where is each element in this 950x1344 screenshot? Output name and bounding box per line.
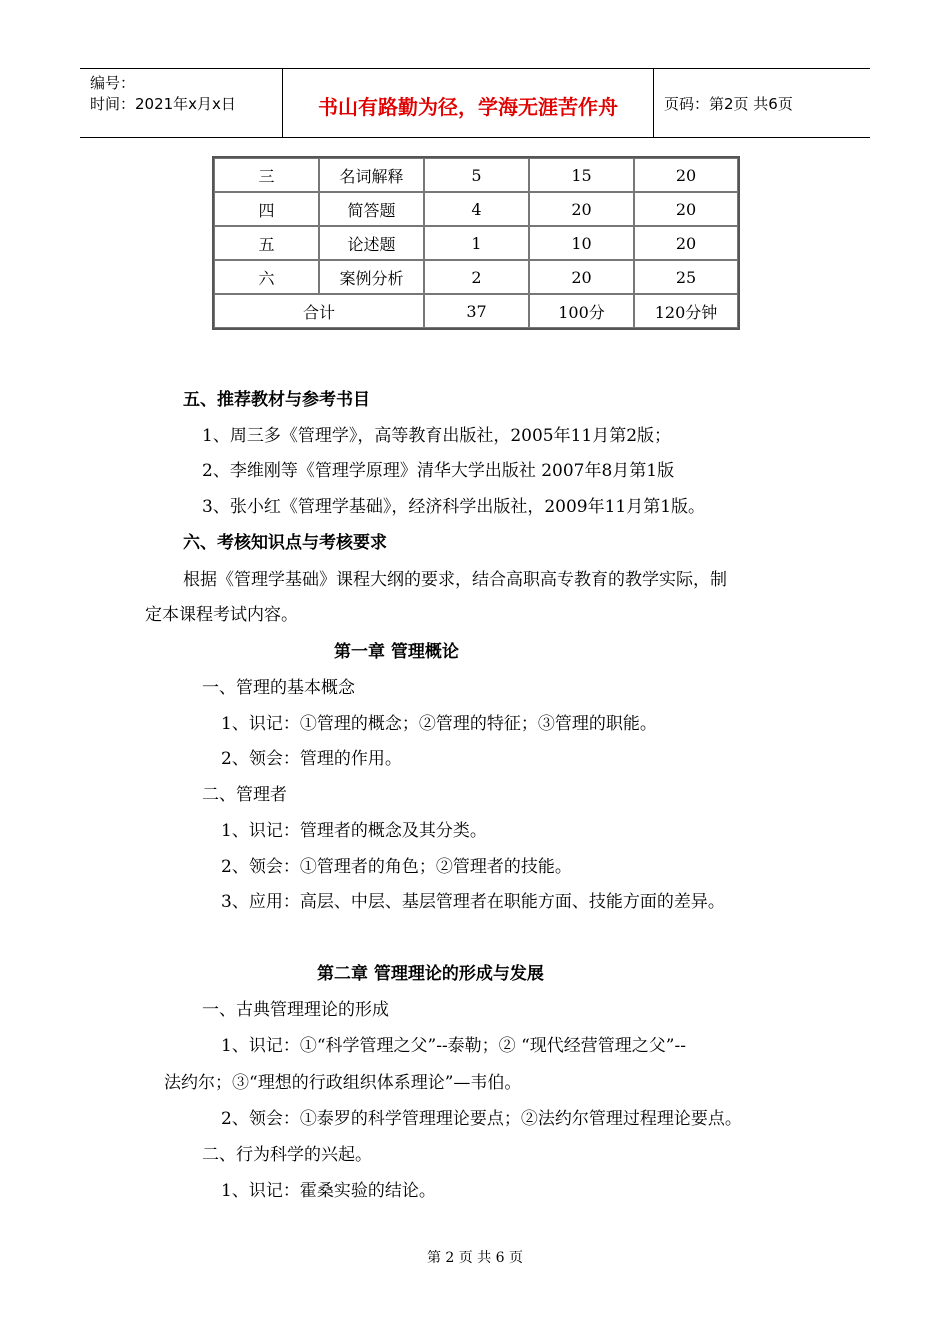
outline-line: 1、识记：管理者的概念及其分类。: [221, 821, 487, 841]
list-item: 1、周三多《管理学》，高等教育出版社，2005年11月第2版；: [202, 426, 672, 446]
exam-structure-table: [212, 156, 740, 330]
header-page-info: 页码：第2页 共6页: [664, 95, 793, 113]
table-cell: 简答题: [319, 192, 424, 226]
table-cell: 20: [634, 226, 738, 260]
outline-line: 2、领会：①泰罗的科学管理理论要点；②法约尔管理过程理论要点。: [221, 1109, 742, 1129]
table-cell: 100分: [529, 294, 634, 328]
outline-line: 法约尔；③“理想的行政组织体系理论”—韦伯。: [164, 1073, 522, 1093]
outline-line: 一、管理的基本概念: [202, 678, 355, 698]
paragraph-line: 定本课程考试内容。: [145, 605, 298, 625]
header-motto: 书山有路勤为径，学海无涯苦作舟: [318, 95, 618, 119]
table-cell: 37: [424, 294, 529, 328]
table-cell: 合计: [214, 294, 424, 328]
table-cell: 2: [424, 260, 529, 294]
outline-line: 2、领会：①管理者的角色；②管理者的技能。: [221, 857, 572, 877]
table-cell: 20: [634, 158, 738, 192]
table-cell: 五: [214, 226, 319, 260]
table-cell: 三: [214, 158, 319, 192]
chapter-title: 第二章 管理理论的形成与发展: [317, 964, 544, 984]
header-left: [90, 73, 236, 115]
table-cell: 4: [424, 192, 529, 226]
table-cell: 10: [529, 226, 634, 260]
list-item: 3、张小红《管理学基础》，经济科学出版社，2009年11月第1版。: [202, 497, 706, 517]
table-row: [214, 260, 738, 294]
table-cell: 120分钟: [634, 294, 738, 328]
table-row: [214, 158, 738, 192]
table-cell: 20: [634, 192, 738, 226]
outline-line: 二、管理者: [202, 785, 287, 805]
section-heading: 五、推荐教材与参考书目: [183, 390, 370, 410]
chapter-title: 第一章 管理概论: [334, 642, 459, 662]
outline-line: 1、识记：①“科学管理之父”--泰勒；② “现代经营管理之父”--: [221, 1036, 686, 1056]
table-total-row: [214, 294, 738, 328]
outline-line: 1、识记：霍桑实验的结论。: [221, 1181, 436, 1201]
header-divider: [653, 69, 654, 137]
table-cell: 20: [529, 260, 634, 294]
table-cell: 名词解释: [319, 158, 424, 192]
section-heading: 六、考核知识点与考核要求: [183, 533, 387, 553]
table-cell: 25: [634, 260, 738, 294]
outline-line: 2、领会：管理的作用。: [221, 749, 402, 769]
table-cell: 四: [214, 192, 319, 226]
page-footer: 第 2 页 共 6 页: [426, 1250, 524, 1266]
outline-line: 1、识记：①管理的概念；②管理的特征；③管理的职能。: [221, 714, 657, 734]
table-cell: 案例分析: [319, 260, 424, 294]
page-header: [80, 68, 870, 138]
outline-line: 一、古典管理理论的形成: [202, 1000, 389, 1020]
outline-line: 3、应用：高层、中层、基层管理者在职能方面、技能方面的差异。: [221, 892, 725, 912]
table-cell: 论述题: [319, 226, 424, 260]
table-cell: 1: [424, 226, 529, 260]
code-label: 编号：: [90, 74, 136, 92]
paragraph-line: 根据《管理学基础》课程大纲的要求，结合高职高专教育的教学实际，制: [183, 570, 727, 590]
table-cell: 15: [529, 158, 634, 192]
date-label: 时间：2021年x月x日: [90, 95, 236, 113]
table-row: [214, 192, 738, 226]
table-cell: 20: [529, 192, 634, 226]
table-row: [214, 226, 738, 260]
table-cell: 5: [424, 158, 529, 192]
list-item: 2、李维刚等《管理学原理》清华大学出版社 2007年8月第1版: [202, 461, 675, 481]
outline-line: 二、行为科学的兴起。: [202, 1145, 372, 1165]
table-cell: 六: [214, 260, 319, 294]
